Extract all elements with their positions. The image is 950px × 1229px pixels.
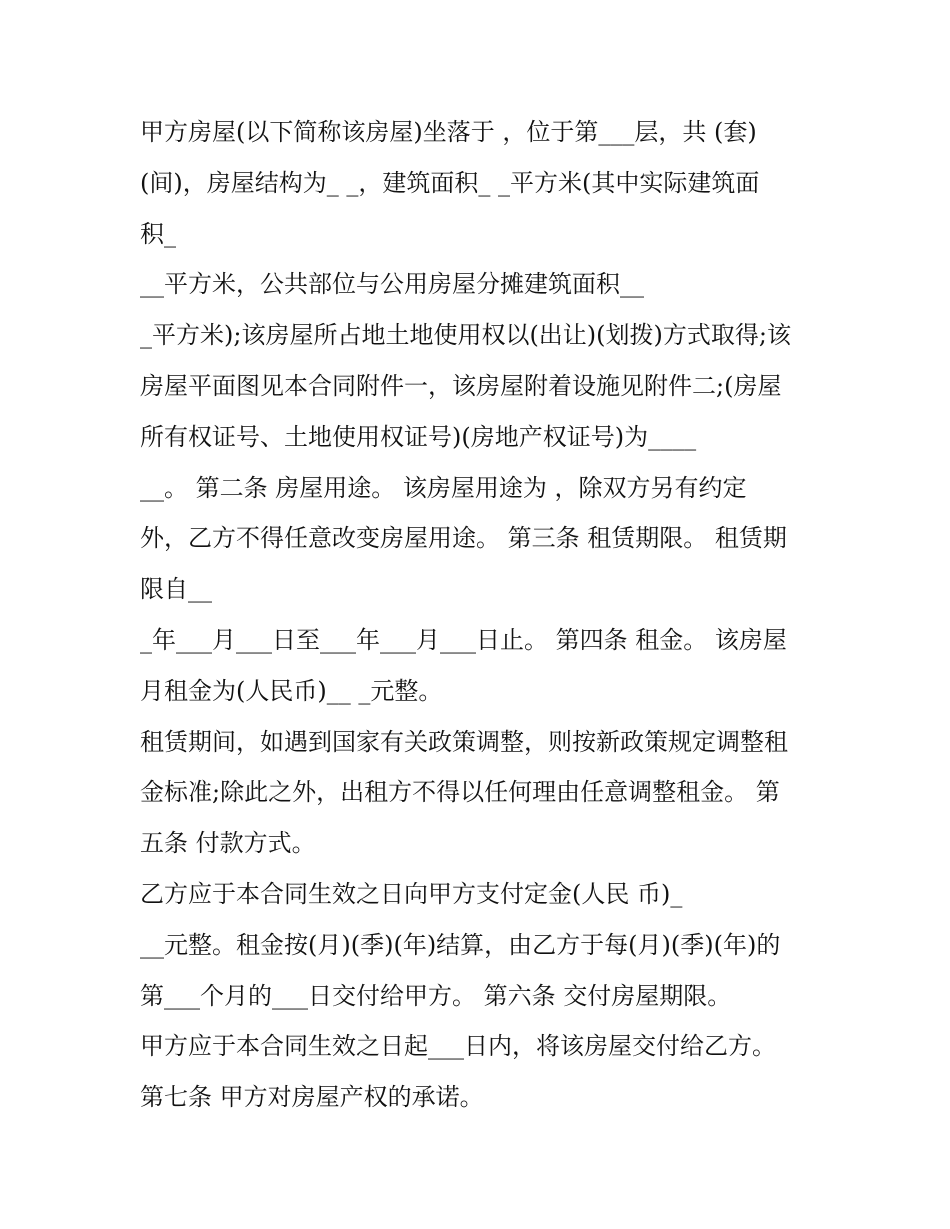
text-line: _平方米);该房屋所占地土地使用权以(出让)(划拨)方式取得;该 (140, 321, 791, 350)
text-line: 积_ (140, 219, 176, 248)
text-line: __元整。租金按(月)(季)(年)结算，由乙方于每(月)(季)(年)的 (140, 930, 781, 959)
contract-text (140, 107, 830, 1123)
text-line: 月租金为(人民币)__ _元整。 (140, 676, 443, 705)
text-line: (间)，房屋结构为_ _，建筑面积_ _平方米(其中实际建筑面 (140, 168, 760, 197)
text-line: 金标准;除此之外，出租方不得以任何理由任意调整租金。 第 (140, 778, 780, 807)
text-line: 甲方房屋(以下简称该房屋)坐落于 ，位于第___层，共 (套) (140, 118, 757, 146)
text-line: 租赁期间，如遇到国家有关政策调整，则按新政策规定调整租 (140, 727, 788, 756)
text-line: 外，乙方不得任意改变房屋用途。 第三条 租赁期限。 租赁期 (140, 524, 787, 553)
text-line: 限自__ (140, 575, 212, 604)
text-line: 五条 付款方式。 (140, 829, 316, 858)
text-line: 乙方应于本合同生效之日向甲方支付定金(人民 币)_ (140, 879, 683, 908)
text-line: 第七条 甲方对房屋产权的承诺。 (140, 1083, 484, 1112)
text-line: 甲方应于本合同生效之日起___日内，将该房屋交付给乙方。 (140, 1032, 776, 1061)
text-line: 房屋平面图见本合同附件一，该房屋附着设施见附件二;(房屋 (140, 371, 782, 400)
text-line: 所有权证号、土地使用权证号)(房地产权证号)为____ (140, 422, 697, 451)
text-line: _年___月___日至___年___月___日止。 第四条 租金。 该房屋 (140, 625, 787, 654)
text-line: 第___个月的___日交付给甲方。 第六条 交付房屋期限。 (140, 981, 732, 1010)
text-line: __平方米，公共部位与公用房屋分摊建筑面积__ (140, 270, 644, 299)
text-line: __。 第二条 房屋用途。 该房屋用途为 ，除双方另有约定 (140, 473, 747, 502)
